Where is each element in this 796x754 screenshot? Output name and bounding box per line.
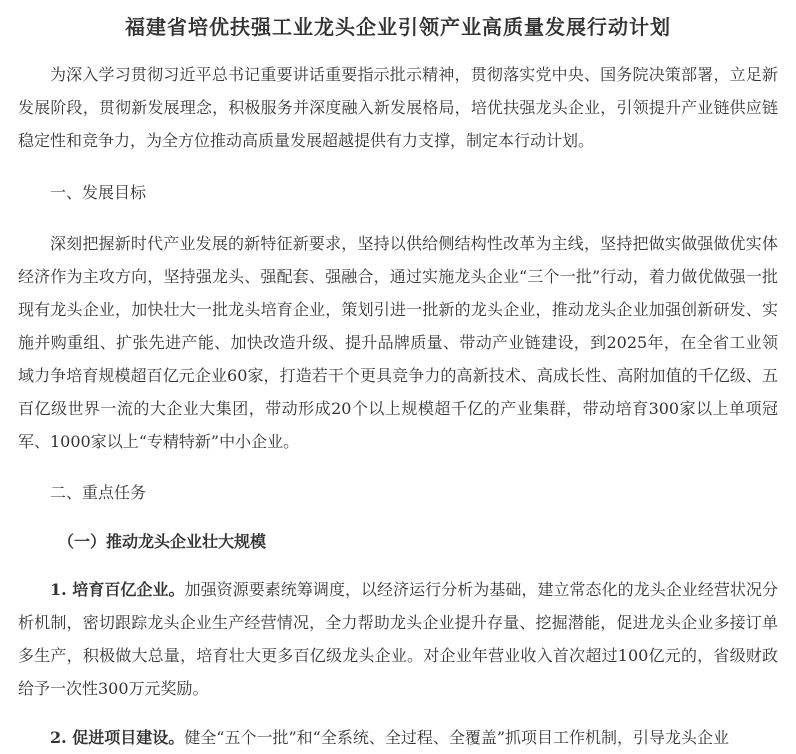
section-heading-goals: 一、发展目标 — [50, 183, 147, 202]
goals-paragraph: 深刻把握新时代产业发展的新特征新要求，坚持以供给侧结构性改革为主线，坚持把做实做强做优实体经济作为主攻方向，坚持强龙头、强配套、强融合，通过实施龙头企业“三个一批”行动，着力做优做强一批现有龙头企业，加快壮大一批龙头培育企业，策划引进一批新的龙头企业，推动龙头企业加强创新研发、实施并购重组、扩张先进产能、加快改造升级、提升品牌质量、带动产业链建设，到2025年，在全省工业领域力争培育规模超百亿元企业60家，打造若干个更具竞争力的高新技术、高成长性、高附加值的千亿级、五百亿级世界一流的大企业大集团，带动形成20个以上规模超千亿的产业集群，带动培育300家以上单项冠军、1000家以上“专精特新”中小企业。 — [18, 234, 778, 451]
task-item-1-body: 加强资源要素统筹调度，以经济运行分析为基础，建立常态化的龙头企业经营状况分析机制，密切跟踪龙头企业生产经营情况，全力帮助龙头企业提升存量、挖掘潜能，促进龙头企业多接订单多生产，积极做大总量，培育壮大更多百亿级龙头企业。对企业年营业收入首次超过100亿元的，省级财政给予一次性300万元奖励。 — [18, 580, 778, 698]
task-item-1 — [18, 573, 778, 705]
document-title: 福建省培优扶强工业龙头企业引领产业高质量发展行动计划 — [125, 15, 671, 39]
document — [18, 0, 778, 754]
task-item-2-lead: 2. 促进项目建设。 — [50, 728, 185, 747]
task-item-2 — [18, 721, 778, 754]
task-item-2-body: 健全“五个一批”和“全系统、全过程、全覆盖”抓项目工作机制，引导龙头企业 — [184, 728, 730, 747]
section-heading-tasks: 二、重点任务 — [50, 483, 147, 502]
intro-paragraph: 为深入学习贯彻习近平总书记重要讲话重要指示批示精神，贯彻落实党中央、国务院决策部署，立足新发展阶段，贯彻新发展理念，积极服务并深度融入新发展格局，培优扶强龙头企业，引领提升产业链供应链稳定性和竞争力，为全方位推动高质量发展超越提供有力支撑，制定本行动计划。 — [18, 65, 778, 150]
subsection-heading: （一）推动龙头企业壮大规模 — [58, 532, 267, 551]
task-item-1-lead: 1. 培育百亿企业。 — [50, 580, 185, 599]
